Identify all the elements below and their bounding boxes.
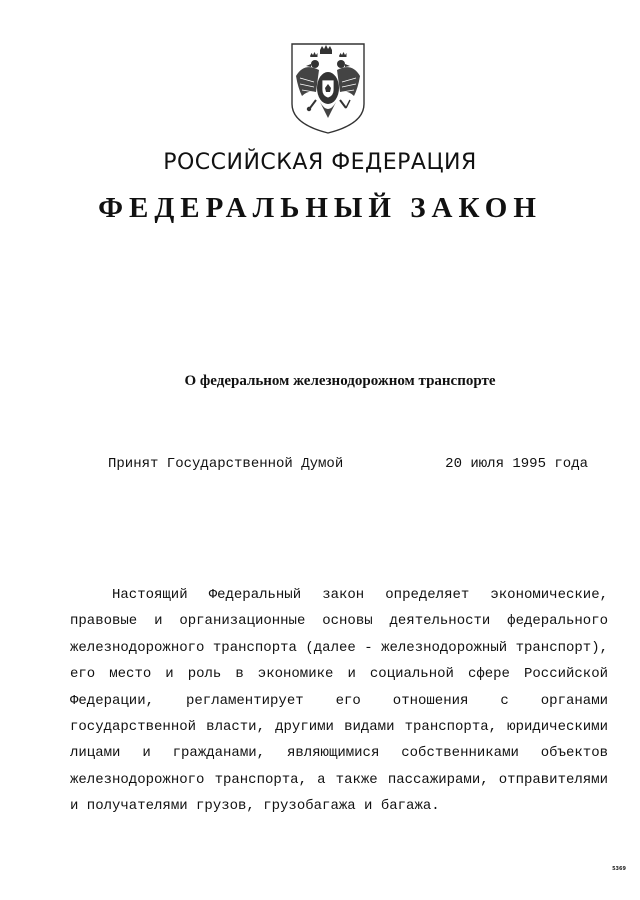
document-type: ФЕДЕРАЛЬНЫЙ ЗАКОН xyxy=(98,192,542,224)
law-title: О федеральном железнодорожном транспорте xyxy=(184,373,496,389)
adoption-date: 20 июля 1995 года xyxy=(445,456,588,472)
preamble-paragraph: Настоящий Федеральный закон определяет экономические, правовые и организационные основы деятельности федерального железнодорожного транспорта (далее - железнодорожный транспорт), его место и роль в экономике и социальной сфере Российской Федерации, регламентирует его отношения с органами государственной власти, другими видами транспорта, юридическими лицами и гражданами, являющимися собственниками объектов железнодорожного транспорта, а также пассажирами, отправителями и получателями грузов, грузобагажа и багажа. xyxy=(70,587,608,815)
adopted-by: Принят Государственной Думой xyxy=(108,456,344,472)
coat-of-arms-icon xyxy=(286,40,370,136)
country-name: РОССИЙСКАЯ ФЕДЕРАЦИЯ xyxy=(163,150,477,175)
page-number: 5369 xyxy=(612,866,626,872)
